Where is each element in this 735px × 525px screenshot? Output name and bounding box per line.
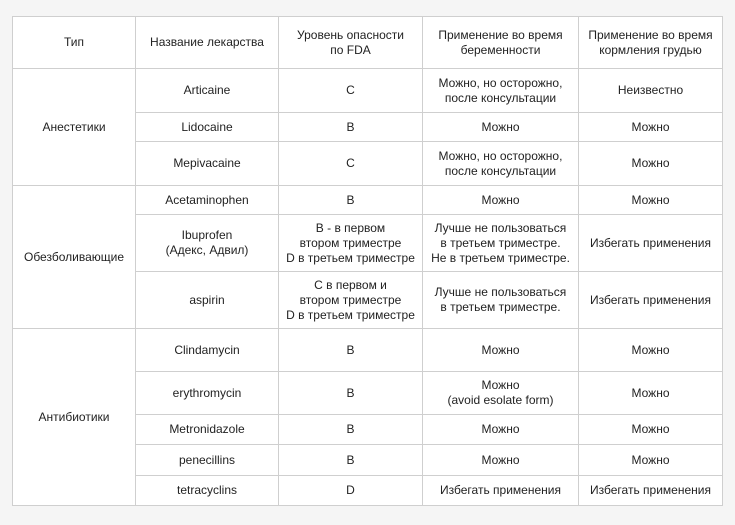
pregnancy-use-cell: Можно (avoid esolate form)	[423, 372, 579, 415]
fda-level-cell: C	[279, 69, 423, 113]
table-row	[13, 329, 723, 372]
breastfeeding-use-cell: Можно	[579, 445, 723, 476]
pregnancy-use-cell: Можно	[423, 186, 579, 215]
drug-name-cell: Clindamycin	[136, 329, 279, 372]
header-fda-level: Уровень опасности по FDA	[279, 17, 423, 69]
pregnancy-use-cell: Можно, но осторожно, после консультации	[423, 142, 579, 186]
table-row	[13, 186, 723, 215]
fda-level-cell: B	[279, 186, 423, 215]
breastfeeding-use-cell: Можно	[579, 372, 723, 415]
breastfeeding-use-cell: Избегать применения	[579, 215, 723, 272]
table-header-row	[13, 17, 723, 69]
breastfeeding-use-cell: Можно	[579, 142, 723, 186]
header-pregnancy-use: Применение во время беременности	[423, 17, 579, 69]
pregnancy-use-cell: Избегать применения	[423, 476, 579, 506]
drug-name-cell: Ibuprofen (Адекс, Адвил)	[136, 215, 279, 272]
fda-level-cell: C	[279, 142, 423, 186]
group-cell-antibiotics: Антибиотики	[13, 329, 136, 506]
group-cell-painkillers: Обезболивающие	[13, 186, 136, 329]
group-cell-anesthetics: Анестетики	[13, 69, 136, 186]
fda-level-cell: B	[279, 372, 423, 415]
breastfeeding-use-cell: Неизвестно	[579, 69, 723, 113]
breastfeeding-use-cell: Можно	[579, 186, 723, 215]
pregnancy-use-cell: Можно	[423, 113, 579, 142]
fda-level-cell: D	[279, 476, 423, 506]
drug-name-cell: aspirin	[136, 272, 279, 329]
drug-name-cell: Acetaminophen	[136, 186, 279, 215]
breastfeeding-use-cell: Избегать применения	[579, 272, 723, 329]
table-row	[13, 69, 723, 113]
pregnancy-use-cell: Можно, но осторожно, после консультации	[423, 69, 579, 113]
drug-name-cell: Metronidazole	[136, 415, 279, 445]
fda-level-cell: B - в первом втором триместре D в третьем триместре	[279, 215, 423, 272]
breastfeeding-use-cell: Можно	[579, 329, 723, 372]
pregnancy-use-cell: Можно	[423, 445, 579, 476]
drug-name-cell: penecillins	[136, 445, 279, 476]
header-type: Тип	[13, 17, 136, 69]
fda-level-cell: B	[279, 113, 423, 142]
fda-level-cell: B	[279, 415, 423, 445]
fda-level-cell: C в первом и втором триместре D в третьем триместре	[279, 272, 423, 329]
drug-name-cell: Mepivacaine	[136, 142, 279, 186]
header-breastfeeding-use: Применение во время кормления грудью	[579, 17, 723, 69]
drug-name-cell: tetracyclins	[136, 476, 279, 506]
pregnancy-use-cell: Можно	[423, 415, 579, 445]
drug-name-cell: erythromycin	[136, 372, 279, 415]
drug-name-cell: Lidocaine	[136, 113, 279, 142]
drug-name-cell: Articaine	[136, 69, 279, 113]
breastfeeding-use-cell: Можно	[579, 113, 723, 142]
fda-level-cell: B	[279, 329, 423, 372]
pregnancy-use-cell: Можно	[423, 329, 579, 372]
drug-safety-table	[12, 16, 723, 506]
breastfeeding-use-cell: Избегать применения	[579, 476, 723, 506]
pregnancy-use-cell: Лучше не пользоваться в третьем триместре. Не в третьем триместре.	[423, 215, 579, 272]
fda-level-cell: B	[279, 445, 423, 476]
header-drug-name: Название лекарства	[136, 17, 279, 69]
breastfeeding-use-cell: Можно	[579, 415, 723, 445]
pregnancy-use-cell: Лучше не пользоваться в третьем триместре.	[423, 272, 579, 329]
